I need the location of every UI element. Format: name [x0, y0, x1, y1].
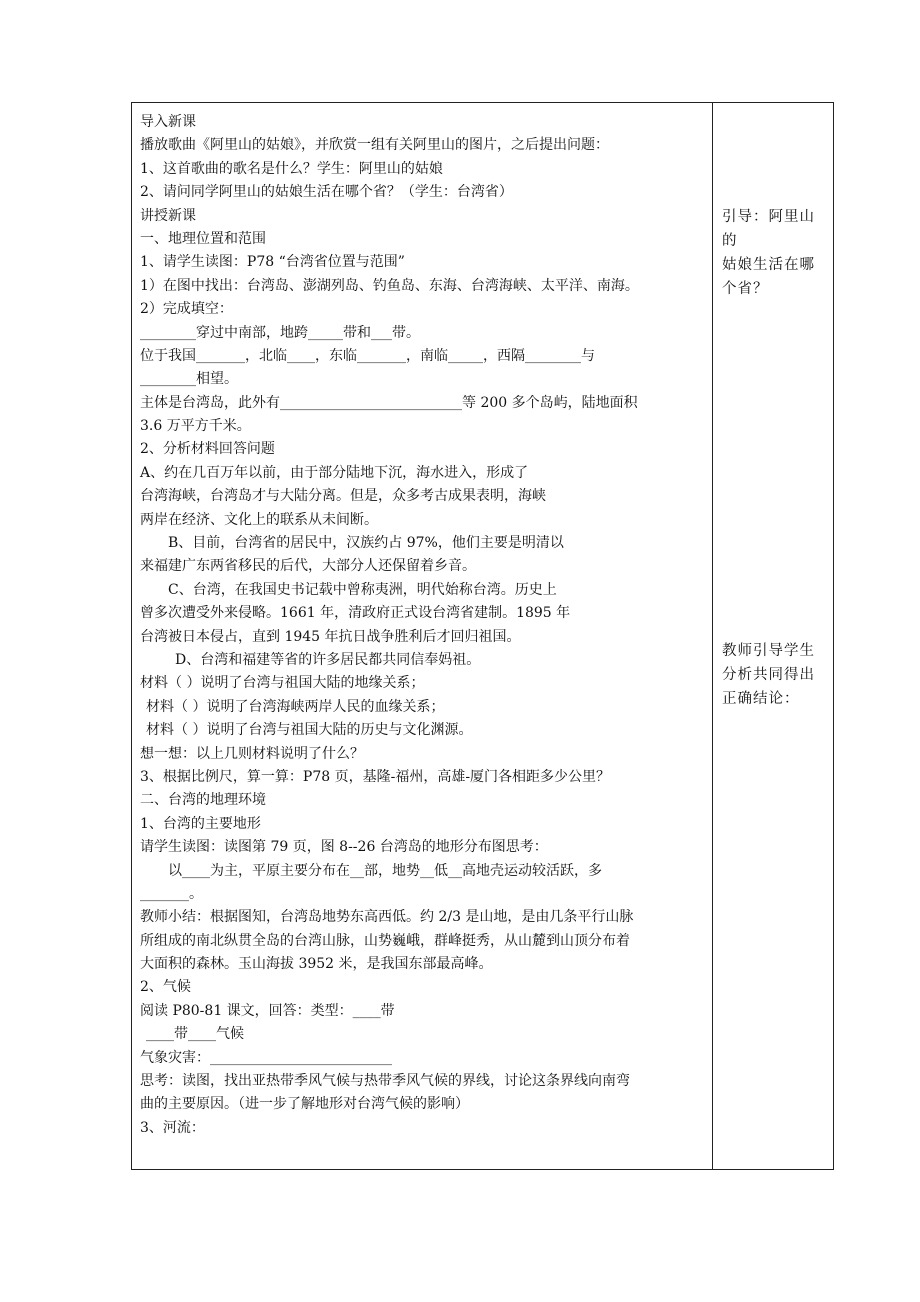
text-line: 曲的主要原因。（进一步了解地形对台湾气候的影响）: [140, 1096, 469, 1113]
text-line: 3、根据比例尺，算一算：P78 页，基隆-福州，高雄-厦门各相距多少公里？: [140, 768, 611, 785]
text-line: 思考：读图，找出亚热带季风气候与热带季风气候的界线，讨论这条界线向南弯: [140, 1073, 630, 1090]
text-line: 1、这首歌曲的歌名是什么？学生：阿里山的姑娘: [140, 160, 443, 177]
side-note-line: 姑娘生活在哪: [722, 257, 815, 273]
side-note-analysis: [722, 639, 830, 711]
teaching-content-column: [140, 111, 710, 1140]
lesson-plan-table: [131, 102, 834, 1170]
material-line: 台湾海峡，台湾岛才与大陆分离。但是，众多考古成果表明，海峡: [140, 488, 546, 505]
text-line: 1、请学生读图：P78 “台湾省位置与范围”: [140, 254, 405, 271]
fill-blank-line: 阅读 P80-81 课文，回答：类型：____带: [140, 1002, 395, 1019]
material-line: B、目前，台湾省的居民中，汉族约占 97%，他们主要是明清以: [168, 535, 564, 552]
text-line: 3、河流：: [140, 1119, 205, 1136]
text-line: 导入新课: [140, 114, 196, 130]
fill-blank-line: _______。: [140, 885, 203, 902]
side-note-line: 教师引导学生: [722, 643, 815, 659]
text-line: 2、请问同学阿里山的姑娘生活在哪个省？（学生：台湾省）: [140, 184, 513, 201]
text-line: 大面积的森林。玉山海拔 3952 米，是我国东部最高峰。: [140, 956, 493, 973]
text-line: 2）完成填空：: [140, 301, 233, 318]
fill-blank-line: 主体是台湾岛，此外有__________________________等 200 多个岛屿，陆地面积: [140, 394, 638, 411]
fill-blank-line: 以____为主，平原主要分布在__部，地势__低__高地壳运动较活跃，多: [168, 862, 602, 879]
text-line: 所组成的南北纵贯全岛的台湾山脉，山势巍峨，群峰挺秀，从山麓到山顶分布着: [140, 932, 630, 949]
question-line: 材料（ ）说明了台湾与祖国大陆的地缘关系；: [140, 675, 425, 692]
column-divider: [712, 103, 713, 1169]
material-line: D、台湾和福建等省的许多居民都共同信奉妈祖。: [175, 651, 481, 668]
fill-blank-line: ________穿过中南部，地跨_____带和___带。: [140, 324, 420, 341]
text-line: 教师小结：根据图知，台湾岛地势东高西低。约 2/3 是山地，是由几条平行山脉: [140, 909, 634, 926]
side-note-line: 个省？: [722, 281, 769, 297]
material-line: 两岸在经济、文化上的联系从未间断。: [140, 511, 378, 528]
question-line: 材料（ ）说明了台湾与祖国大陆的历史与文化渊源。: [146, 722, 473, 739]
text-line: 1、台湾的主要地形: [140, 815, 261, 832]
question-line: 材料（ ）说明了台湾海峡两岸人民的血缘关系；: [146, 698, 445, 715]
material-line: 来福建广东两省移民的后代，大部分人还保留着乡音。: [140, 558, 476, 575]
material-line: A、约在几百万年以前，由于部分陆地下沉，海水进入，形成了: [140, 464, 529, 481]
text-line: 想一想：以上几则材料说明了什么？: [140, 745, 364, 762]
fill-blank-line: ________相望。: [140, 371, 238, 388]
fill-blank-line: 气象灾害：__________________________: [140, 1049, 392, 1066]
text-line: 3.6 万平方千米。: [140, 418, 251, 435]
text-line: 请学生读图：读图第 79 页，图 8--26 台湾岛的地形分布图思考：: [140, 839, 548, 856]
side-note-line: 正确结论：: [722, 691, 800, 707]
text-line: 2、分析材料回答问题: [140, 441, 275, 458]
side-note-line: 引导：阿里山的: [722, 209, 815, 249]
material-line: 曾多次遭受外来侵略。1661 年，清政府正式设台湾省建制。1895 年: [140, 605, 571, 622]
text-line: 1）在图中找出：台湾岛、澎湖列岛、钓鱼岛、东海、台湾海峡、太平洋、南海。: [140, 277, 639, 294]
section-heading: 二、台湾的地理环境: [140, 792, 266, 809]
fill-blank-line: ____带____气候: [146, 1026, 244, 1043]
side-note-line: 分析共同得出: [722, 667, 815, 683]
material-line: C、台湾，在我国史书记载中曾称夷洲，明代始称台湾。历史上: [168, 581, 557, 598]
section-heading: 讲授新课: [140, 207, 196, 224]
fill-blank-line: 位于我国_______，北临____，东临_______，南临_____，西隔________与: [140, 347, 595, 364]
material-line: 台湾被日本侵占，直到 1945 年抗日战争胜利后才回归祖国。: [140, 628, 521, 645]
section-heading: 一、地理位置和范围: [140, 230, 266, 247]
side-note-guide: [722, 205, 830, 301]
text-line: 2、气候: [140, 979, 191, 996]
text-line: 播放歌曲《阿里山的姑娘》，并欣赏一组有关阿里山的图片，之后提出问题：: [140, 137, 609, 154]
